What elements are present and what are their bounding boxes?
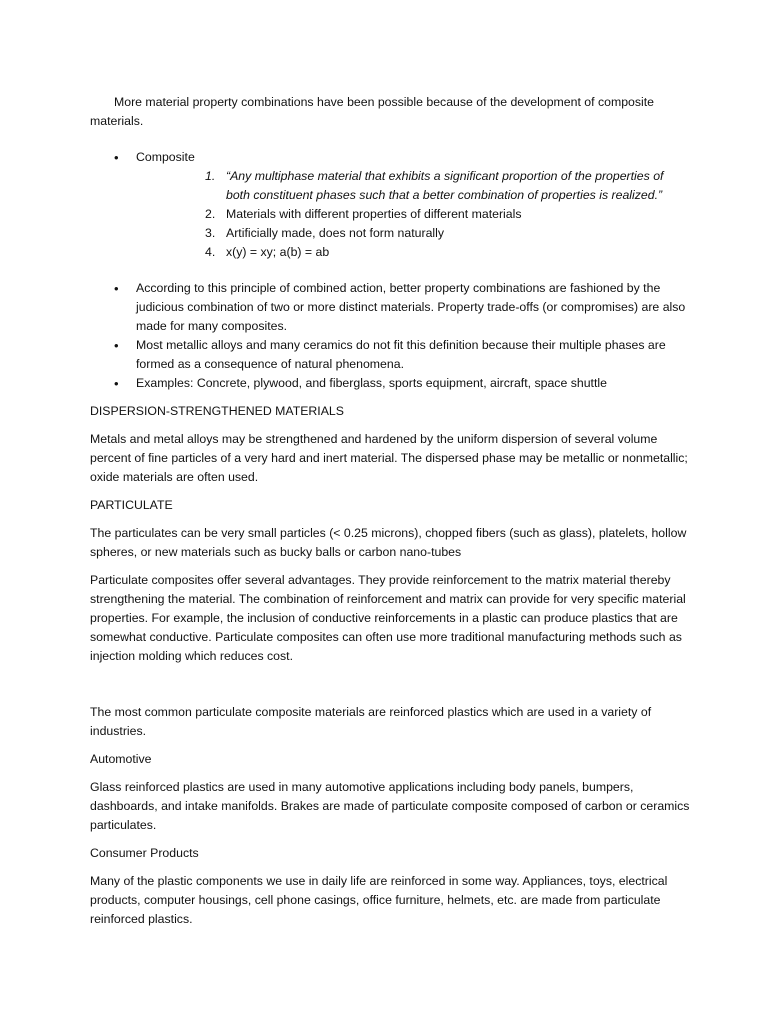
item-number: 1.: [205, 169, 216, 183]
section-heading: Automotive: [90, 752, 152, 766]
intro-paragraph: More material property combinations have been possible because of the development of composite materials.: [90, 95, 655, 128]
definition-item: [136, 243, 690, 262]
automotive-paragraph: Glass reinforced plastics are used in many automotive applications including body panels, bumpers, dashboards, and intake manifolds. Brakes are made of particulate composite composed of carbon or ceramics particulates.: [90, 780, 690, 832]
item-text: x(y) = xy; a(b) = ab: [226, 245, 330, 259]
item-number: 2.: [205, 207, 216, 221]
composite-label: Composite: [136, 150, 195, 164]
section-heading: Consumer Products: [90, 846, 199, 860]
bullet-text: Examples: Concrete, plywood, and fiberglass, sports equipment, aircraft, space shuttle: [136, 376, 607, 390]
particulate-paragraph: Particulate composites offer several advantages. They provide reinforcement to the matrix material thereby strengthening the material. The combination of reinforcement and matrix can provide for very specific material properties. For example, the inclusion of conductive reinforcements in a plastic can produce plastics that are somewhat conductive. Particulate composites can often use more traditional manufacturing methods such as injection molding which reduces cost.: [90, 573, 686, 663]
definition-item: [136, 167, 690, 205]
bullet-icon: •: [114, 150, 119, 165]
particulate-paragraph: The most common particulate composite materials are reinforced plastics which are used in a variety of industries.: [90, 705, 652, 738]
principle-list: [90, 279, 690, 393]
dispersion-paragraph: Metals and metal alloys may be strengthened and hardened by the uniform dispersion of several volume percent of fine particles of a very hard and inert material. The dispersed phase may be metallic or nonmetallic; oxide materials are often used.: [90, 432, 688, 484]
list-item: [90, 336, 690, 374]
bullet-icon: •: [114, 376, 119, 391]
particulate-paragraph: The particulates can be very small particles (< 0.25 microns), chopped fibers (such as glass), platelets, hollow spheres, or new materials such as bucky balls or carbon nano-tubes: [90, 526, 687, 559]
composite-list: [90, 148, 690, 262]
list-item-composite: [90, 148, 690, 262]
bullet-text: Most metallic alloys and many ceramics do not fit this definition because their multiple phases are formed as a consequence of natural phenomena.: [136, 338, 666, 371]
item-number: 4.: [205, 245, 216, 259]
section-heading: PARTICULATE: [90, 498, 173, 512]
bullet-text: According to this principle of combined action, better property combinations are fashioned by the judicious combination of two or more distinct materials. Property trade-offs (or compromises) are also made for many composites.: [136, 281, 686, 333]
document-body: [90, 93, 690, 929]
definition-item: [136, 205, 690, 224]
bullet-icon: •: [114, 338, 119, 353]
composite-definition-list: [136, 167, 690, 262]
list-item: [90, 279, 690, 336]
bullet-icon: •: [114, 281, 119, 296]
item-text: “Any multiphase material that exhibits a significant proportion of the properties of both constituent phases such that a better combination of properties is realized.”: [226, 169, 664, 202]
section-heading: DISPERSION-STRENGTHENED MATERIALS: [90, 404, 344, 418]
item-number: 3.: [205, 226, 216, 240]
definition-item: [136, 224, 690, 243]
consumer-paragraph: Many of the plastic components we use in daily life are reinforced in some way. Appliances, toys, electrical products, computer housings, cell phone casings, office furniture, helmets, etc. are made from particulate reinforced plastics.: [90, 874, 668, 926]
list-item: [90, 374, 690, 393]
item-text: Materials with different properties of different materials: [226, 207, 522, 221]
item-text: Artificially made, does not form naturally: [226, 226, 445, 240]
